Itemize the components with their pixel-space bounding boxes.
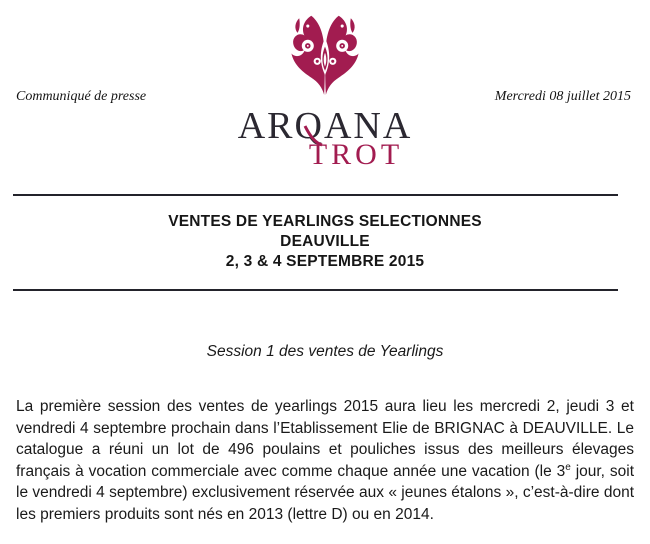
body-text-start: La première session des ventes de yearlings 2015 aura lieu les mercredi 2, jeudi 3 et vendredi 4 septembre prochain dans l’Etablissement Elie de BRIGNAC à DEAUVILLE. Le catalogue a réuni un lot de 496 poulains et pouliches issus des meilleurs élevages français à vocation commerciale avec comme chaque année une vacation (le 3 [16, 398, 634, 480]
ordinal-superscript: e [565, 461, 571, 473]
body-text-end: jour, soit le vendredi 4 septembre) exclusivement réservée aux « jeunes étalons », c’est-à-dire dont les premiers produits sont nés en 2013 (lettre D) ou en 2014. [16, 462, 634, 523]
title-line-2: DEAUVILLE [280, 233, 370, 250]
brand-wordmark: ARQANA [237, 105, 413, 147]
title-line-3: 2, 3 & 4 SEPTEMBRE 2015 [225, 253, 425, 270]
doc-type-label: Communiqué de presse [16, 89, 147, 104]
twin-horse-ornament-icon [291, 16, 358, 95]
body-paragraph [16, 396, 634, 525]
divider-top [13, 194, 618, 196]
title-block [0, 212, 650, 272]
divider-bottom [13, 289, 618, 291]
sub-brand-wordmark: TROT [308, 138, 404, 170]
session-subtitle: Session 1 des ventes de Yearlings [206, 343, 444, 360]
title-line-1: VENTES DE YEARLINGS SELECTIONNES [168, 213, 482, 230]
date-label: Mercredi 08 juillet 2015 [494, 89, 631, 104]
arqana-trot-logo [225, 8, 425, 170]
